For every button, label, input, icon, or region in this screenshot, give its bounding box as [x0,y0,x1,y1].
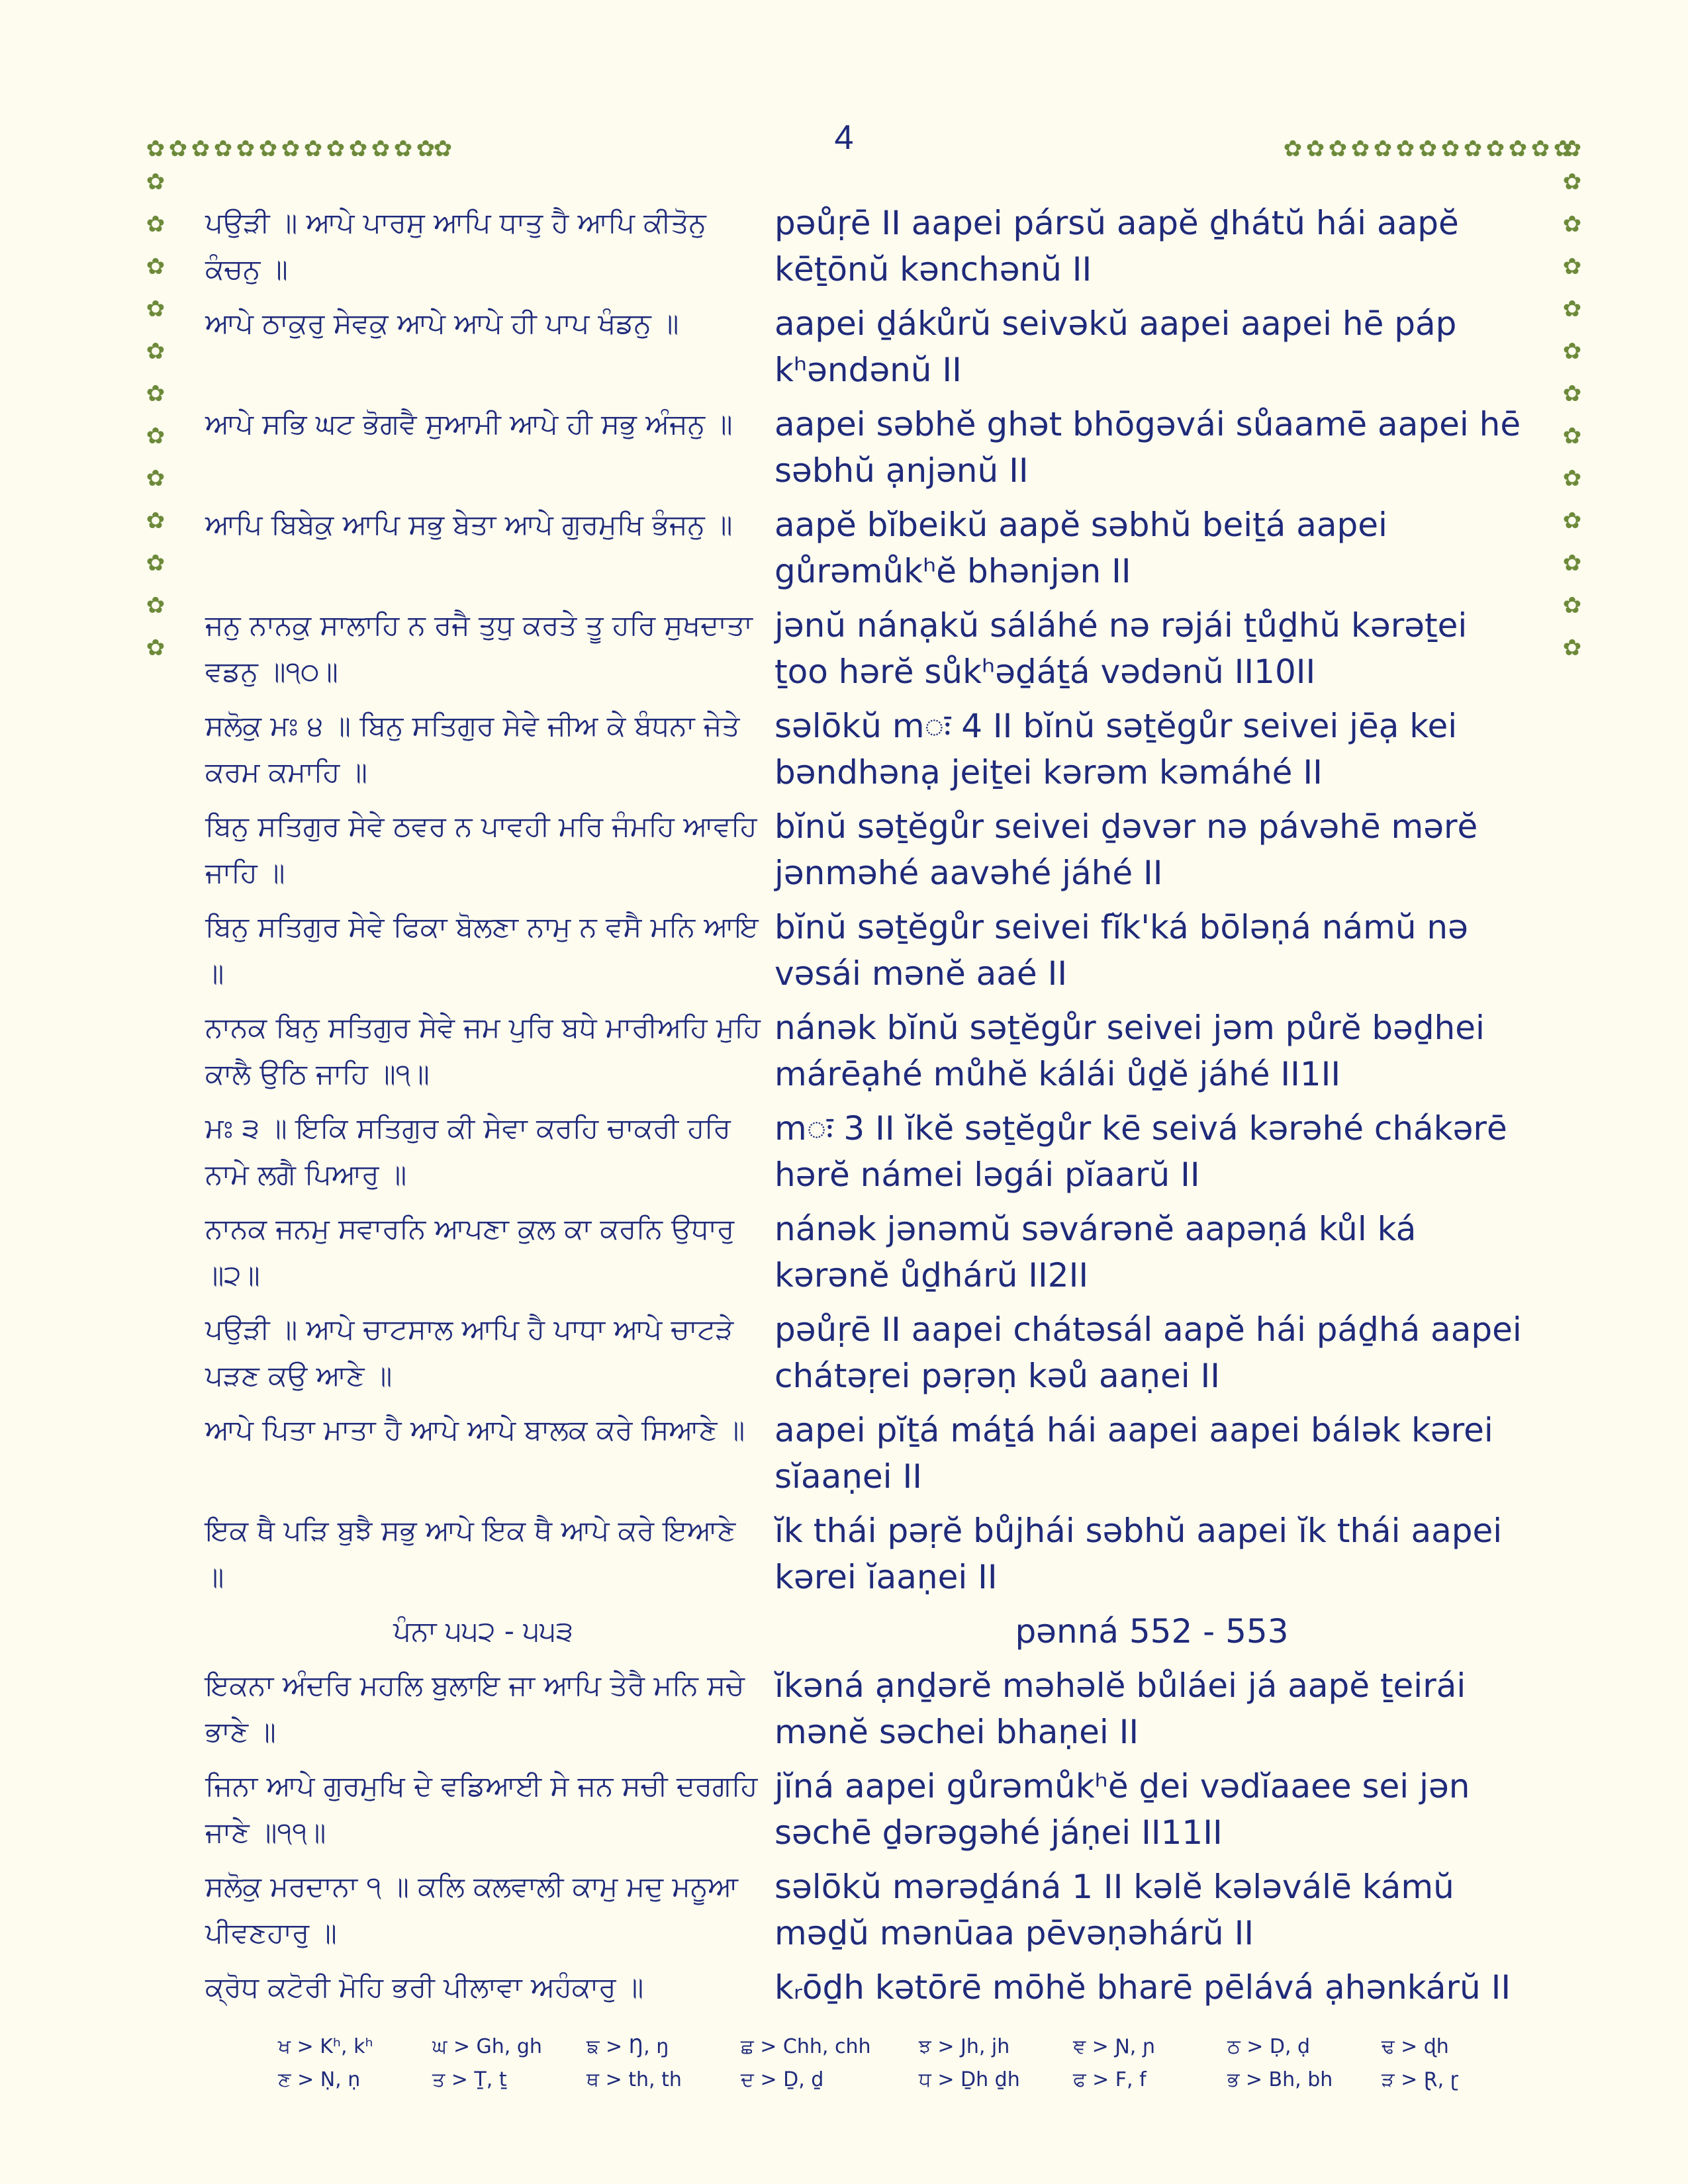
flower-ornament-icon [279,138,302,160]
page-marker-gurmukhi: ਪੰਨਾ ੫੫੨ - ੫੫੩ [393,1615,573,1647]
verse-row [205,1508,1529,1600]
gurmukhi-text: ਆਪੇ ਸਭਿ ਘਟ ਭੋਗਵੈ ਸੁਆਮੀ ਆਪੇ ਹੀ ਸਭੁ ਅੰਜਨੁ ॥ [205,408,733,440]
flower-ornament-icon [1282,138,1304,160]
gurmukhi-text: ਨਾਨਕ ਬਿਨੁ ਸਤਿਗੁਰ ਸੇਵੇ ਜਮ ਪੁਰਿ ਬਧੇ ਮਾਰੀਅਹਿ ਮੁਹਿ ਕਾਲੈ ਉਠਿ ਜਾਹਿ ॥੧॥ [205,1011,761,1090]
legend-row [278,2064,1536,2097]
flower-ornament-icon [1561,138,1583,160]
verse-row [205,703,1529,796]
flower-ornament-icon [144,383,167,405]
gurmukhi-text: ਜਿਨਾ ਆਪੇ ਗੁਰਮੁਖਿ ਦੇ ਵਡਿਆਈ ਸੇ ਜਨ ਸਚੀ ਦਰਗਹਿ ਜਾਣੇ ॥੧੧॥ [205,1770,758,1848]
flower-ornament-icon [257,138,279,160]
legend-row [278,2030,1536,2064]
gurmukhi-text: ਸਲੋਕੁ ਮਰਦਾਨਾ ੧ ॥ ਕਲਿ ਕਲਵਾਲੀ ਕਾਮੁ ਮਦੁ ਮਨੂਆ ਪੀਵਣਹਾਰੁ ॥ [205,1870,738,1949]
flower-ornament-icon [432,138,454,160]
legend-item: ਝ > Jh, jh [918,2035,1010,2058]
flower-ornament-icon [1327,138,1349,160]
gurmukhi-text: ਬਿਨੁ ਸਤਿਗੁਰ ਸੇਵੇ ਠਵਰ ਨ ਪਾਵਹੀ ਮਰਿ ਜੰਮਹਿ ਆਵਹਿ ਜਾਹਿ ॥ [205,810,757,889]
gurmukhi-text: ਜਨੁ ਨਾਨਕੁ ਸਾਲਾਹਿ ਨ ਰਜੈ ਤੁਧੁ ਕਰਤੇ ਤੂ ਹਰਿ ਸੁਖਦਾਤਾ ਵਡਨੁ ॥੧੦॥ [205,609,753,688]
verse-table [205,200,1529,2019]
transliteration-text: kᵣōḏh kətōrē mōhĕ bharē pēlává ạhənkárŭ II [774,1968,1511,2007]
flower-ornament-icon [144,467,167,490]
flower-ornament-icon [1561,510,1583,532]
verse-row [205,803,1529,896]
transliteration-text: jĭná aapei gůrəmůkʰĕ ḏei vədĭaaee sei jən səchē ḏərəgəhé jáṇei II11II [774,1767,1470,1852]
legend-item: ਙ > Ŋ, ŋ [586,2035,669,2058]
transliteration-text: mः 3 II ĭkĕ səṯĕgůr kē seivá kərəhé chákərē hərĕ námei ləgái pĭaarŭ II [774,1109,1507,1194]
flower-ornament-icon [144,138,167,160]
flower-ornament-icon [144,213,167,236]
gurmukhi-text: ਪਉੜੀ ॥ ਆਪੇ ਪਾਰਸੁ ਆਪਿ ਧਾਤੁ ਹੈ ਆਪਿ ਕੀਤੋਨੁ ਕੰਚਨੁ ॥ [205,206,706,285]
flower-ornament-icon [1561,171,1583,193]
verse-row [205,401,1529,494]
flower-ornament-icon [1561,213,1583,236]
flower-ornament-icon [144,510,167,532]
verse-row [205,200,1529,293]
verse-row [205,904,1529,997]
flower-ornament-icon [1304,138,1327,160]
legend-item: ਠ > Ḍ, ḍ [1227,2035,1311,2058]
verse-row [205,502,1529,594]
flower-ornament-icon [189,138,212,160]
gurmukhi-text: ਸਲੋਕੁ ਮਃ ੪ ॥ ਬਿਨੁ ਸਤਿਗੁਰ ਸੇਵੇ ਜੀਅ ਕੇ ਬੰਧਨਾ ਜੇਤੇ ਕਰਮ ਕਮਾਹਿ ॥ [205,709,740,788]
gurmukhi-text: ਕ੍ਰੋਧ ਕਟੋਰੀ ਮੋਹਿ ਭਰੀ ਪੀਲਾਵਾ ਅਹੰਕਾਰੁ ॥ [205,1971,644,2003]
legend-item: ੜ > Ɽ, ɽ [1381,2068,1459,2091]
flower-ornament-icon [1349,138,1372,160]
verse-row [205,300,1529,393]
flower-ornament-icon [1417,138,1439,160]
transliteration-text: pəůṛē II aapei pársŭ aapĕ ḏhátŭ hái aapĕ kēṯōnŭ kənchənŭ II [774,204,1459,289]
gurmukhi-text: ਬਿਨੁ ਸਤਿਗੁਰ ਸੇਵੇ ਫਿਕਾ ਬੋਲਣਾ ਨਾਮੁ ਨ ਵਸੈ ਮਨਿ ਆਇ ॥ [205,911,759,989]
transliteration-text: bĭnŭ səṯĕgůr seivei ḏəvər nə pávəhē mərĕ jənməhé aavəhé jáhé II [774,807,1478,892]
legend-item: ਞ > Ɲ, ɲ [1072,2035,1156,2058]
flower-ornament-icon [1462,138,1484,160]
gurmukhi-text: ਨਾਨਕ ਜਨਮੁ ਸਵਾਰਨਿ ਆਪਣਾ ਕੁਲ ਕਾ ਕਰਨਿ ਉਧਾਰੁ ॥੨॥ [205,1212,735,1291]
flower-ornament-icon [234,138,257,160]
transliteration-text: pəůṛē II aapei chátəsál aapĕ hái páḏhá aapei chátəṛei pəṛəṇ kəů aaṇei II [774,1310,1522,1395]
flower-ornament-icon [347,138,369,160]
flower-ornament-icon [1561,637,1583,659]
flower-ornament-icon [144,255,167,278]
transliteration-text: bĭnŭ səṯĕgůr seivei fĭk'ká bōləṇá námŭ nə vəsái mənĕ aaé II [774,908,1468,993]
legend-item: ਖ > Kʰ, kʰ [278,2035,373,2058]
legend-item: ਭ > Bh, bh [1227,2068,1333,2091]
transliteration-text: aapei ḏákůrŭ seivəkŭ aapei aapei hē páp kʰəndənŭ II [774,304,1457,389]
flower-ornament-icon [1561,552,1583,574]
flower-ornament-icon [1561,298,1583,320]
flower-ornament-icon [1394,138,1417,160]
flower-ornament-icon [1561,425,1583,447]
flower-ornament-icon [1561,340,1583,363]
verse-row [205,1864,1529,1956]
flower-ornament-icon [392,138,414,160]
flower-ornament-icon [1372,138,1394,160]
verse-row [205,1005,1529,1097]
flower-ornament-icon [144,637,167,659]
verse-row [205,1662,1529,1755]
verse-row [205,1763,1529,1856]
flower-ornament-icon [1529,138,1552,160]
flower-ornament-icon [324,138,347,160]
page-number: 4 [834,118,854,157]
flower-ornament-icon [144,171,167,193]
gurmukhi-text: ਪਉੜੀ ॥ ਆਪੇ ਚਾਟਸਾਲ ਆਪਿ ਹੈ ਪਾਧਾ ਆਪੇ ਚਾਟੜੇ ਪੜਣ ਕਉ ਆਣੇ ॥ [205,1313,734,1392]
page-marker-translit: pənná 552 - 553 [1015,1612,1289,1651]
gurmukhi-text: ਇਕ ਥੈ ਪੜਿ ਬੁਝੈ ਸਭੁ ਆਪੇ ਇਕ ਥੈ ਆਪੇ ਕਰੇ ਇਆਣੇ ॥ [205,1514,736,1593]
legend-item: ਤ > Ṯ, ṯ [432,2068,507,2091]
transliteration-text: nánək bĭnŭ səṯĕgůr seivei jəm půrĕ bəḏhei márēạhé můhĕ kálái ůḏĕ jáhé II1II [774,1009,1485,1093]
verse-row [205,1206,1529,1298]
flower-ornament-icon [302,138,324,160]
gurmukhi-text: ਆਪੇ ਠਾਕੁਰੁ ਸੇਵਕੁ ਆਪੇ ਆਪੇ ਹੀ ਪਾਪ ਖੰਡਨੁ ॥ [205,307,679,340]
flower-ornament-icon [1439,138,1462,160]
flower-ornament-icon [1484,138,1507,160]
legend-item: ਥ > th, th [586,2068,682,2091]
transliteration-text: səlōkŭ mərəḏáná 1 II kəlĕ kələválē kámŭ məḏŭ mənūaa pēvəṇəhárŭ II [774,1868,1454,1952]
flower-ornament-icon [144,340,167,363]
transliteration-text: aapei səbhĕ ghət bhōgəvái sůaamē aapei hē səbhŭ ạnjənŭ II [774,405,1521,490]
gurmukhi-text: ਆਪਿ ਬਿਬੇਕੁ ਆਪਿ ਸਭੁ ਬੇਤਾ ਆਪੇ ਗੁਰਮੁਖਿ ਭੰਜਨੁ ॥ [205,508,733,541]
transliteration-text: səlōkŭ mः 4 II bĭnŭ səṯĕgůr seivei jēạ kei bəndhənạ jeiṯei kərəm kəmáhé II [774,707,1458,792]
flower-ornament-icon [144,298,167,320]
transliteration-legend [278,2030,1536,2097]
legend-item: ਦ > Ḏ, ḏ [741,2068,824,2091]
flower-ornament-icon [144,425,167,447]
transliteration-text: jənŭ nánạkŭ sáláhé nə rəjái ṯůḏhŭ kərəṯei ṯoo hərĕ sůkʰəḏáṯá vədənŭ II10II [774,606,1468,691]
transliteration-text: ĭk thái pəṛĕ bůjhái səbhŭ aapei ĭk thái aapei kərei ĭaaṇei II [774,1512,1503,1596]
flower-ornament-icon [1561,383,1583,405]
transliteration-text: nánək jənəmŭ səvárənĕ aapəṇá kůl ká kərənĕ ůḏhárŭ II2II [774,1210,1417,1295]
flower-ornament-icon [1561,255,1583,278]
transliteration-text: aapei pĭṯá máṯá hái aapei aapei bálək kərei sĭaaṇei II [774,1411,1493,1496]
gurmukhi-text: ਮਃ ੩ ॥ ਇਕਿ ਸਤਿਗੁਰ ਕੀ ਸੇਵਾ ਕਰਹਿ ਚਾਕਰੀ ਹਰਿ ਨਾਮੇ ਲਗੈ ਪਿਆਰੁ ॥ [205,1112,731,1191]
page-marker-row [205,1608,1529,1655]
verse-row [205,602,1529,695]
legend-item: ਣ > Ṇ, ṇ [278,2068,361,2091]
verse-row [205,1407,1529,1500]
legend-item: ਢ > ɖh [1381,2035,1449,2058]
flower-ornament-icon [167,138,189,160]
flower-ornament-icon [144,594,167,617]
flower-ornament-icon [369,138,392,160]
flower-ornament-icon [212,138,234,160]
flower-ornament-icon [1561,594,1583,617]
transliteration-text: aapĕ bĭbeikŭ aapĕ səbhŭ beiṯá aapei gůrəmůkʰĕ bhənjən II [774,506,1387,590]
legend-item: ਛ > Chh, chh [741,2035,871,2058]
flower-ornament-icon [1507,138,1529,160]
verse-row [205,1964,1529,2011]
verse-row [205,1105,1529,1198]
legend-item: ਘ > Gh, gh [432,2035,542,2058]
gurmukhi-text: ਇਕਨਾ ਅੰਦਰਿ ਮਹਲਿ ਬੁਲਾਇ ਜਾ ਆਪਿ ਤੇਰੈ ਮਨਿ ਸਚੇ ਭਾਣੇ ॥ [205,1669,745,1748]
verse-row [205,1306,1529,1399]
legend-item: ਧ > Ḏh ḏh [918,2068,1020,2091]
flower-ornament-icon [1561,467,1583,490]
gurmukhi-text: ਆਪੇ ਪਿਤਾ ਮਾਤਾ ਹੈ ਆਪੇ ਆਪੇ ਬਾਲਕ ਕਰੇ ਸਿਆਣੇ ॥ [205,1414,745,1446]
flower-ornament-icon [144,552,167,574]
transliteration-text: ĭkəná ạnḏərĕ məhəlĕ bůláei já aapĕ ṯeirái mənĕ səchei bhaṇei II [774,1666,1466,1751]
legend-item: ਫ > F, f [1072,2068,1147,2091]
